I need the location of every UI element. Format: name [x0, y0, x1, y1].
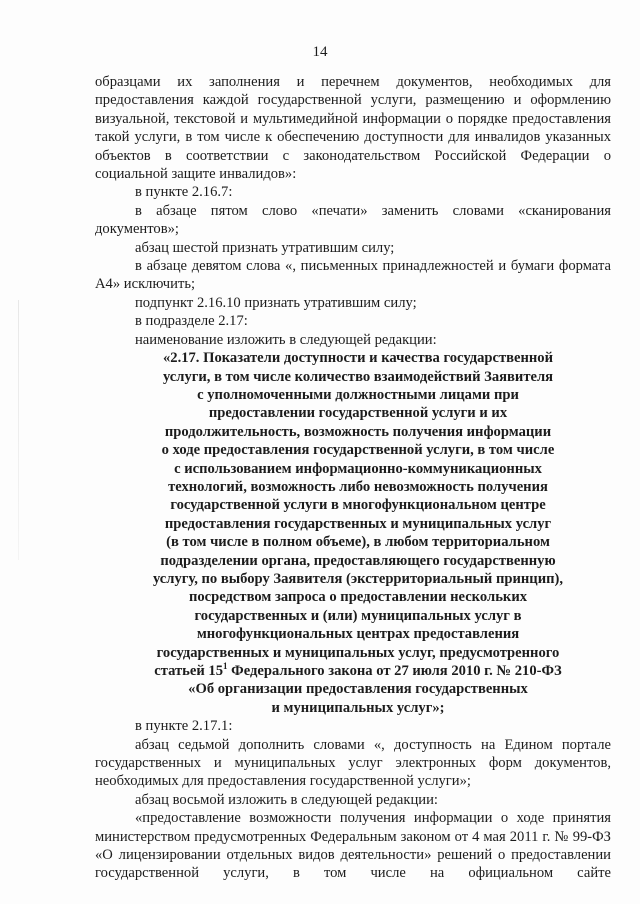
- page-number: 14: [312, 44, 328, 60]
- heading-line: с использованием информационно-коммуникационных: [174, 460, 542, 477]
- paragraph-subsection-2-17: в подразделе 2.17:: [135, 313, 248, 330]
- paragraph-abzac-9: в абзаце девятом слова «, письменных принадлежностей и бумаги формата А4» исключить;: [95, 258, 611, 293]
- document-body: [95, 73, 611, 883]
- paragraph-item-2-17-1: в пункте 2.17.1:: [135, 718, 233, 735]
- heading-line-part: Федерального закона от 27 июля 2010 г. № 210-ФЗ: [227, 663, 562, 679]
- heading-line: продолжительность, возможность получения информации: [164, 423, 552, 440]
- heading-line: услугу, по выбору Заявителя (экстерриториальный принцип),: [152, 570, 564, 587]
- heading-line: посредством запроса о предоставлении нескольких: [188, 589, 528, 606]
- paragraph-2-16-10: подпункт 2.16.10 признать утратившим силу;: [135, 294, 417, 311]
- paragraph-abzac-6: абзац шестой признать утратившим силу;: [135, 239, 395, 256]
- heading-line: «2.17. Показатели доступности и качества государственной: [162, 350, 554, 367]
- paragraph-abzac-7: абзац седьмой дополнить словами «, доступность на Едином портале государственных и муниципальных услуг электронных форм документов, необходимых для предоставления государственной услуги»;: [95, 736, 611, 790]
- superscript-index: 1: [223, 661, 228, 672]
- heading-line: подразделении органа, предоставляющего государственную: [160, 552, 556, 569]
- heading-line: многофункциональных центрах предоставления: [196, 626, 520, 643]
- heading-line: государственных и (или) муниципальных услуг в: [194, 607, 522, 624]
- paragraph-abzac-5: в абзаце пятом слово «печати» заменить словами «сканирования документов»;: [95, 202, 611, 238]
- heading-line: услуги, в том числе количество взаимодействий Заявителя: [162, 368, 554, 385]
- heading-line: о ходе предоставления государственной услуги, в том числе: [161, 442, 555, 459]
- heading-line-part: статьей 15: [154, 663, 224, 679]
- paragraph-item-2-16-7: в пункте 2.16.7:: [135, 184, 233, 201]
- heading-line: (в том числе в полном объеме), в любом территориальном: [166, 534, 550, 551]
- paragraph-abzac-8: абзац восьмой изложить в следующей редакции:: [135, 791, 438, 808]
- heading-line: технологий, возможность либо невозможность получения: [168, 478, 548, 495]
- paragraph-new-wording: «предоставление возможности получения информации о ходе принятия министерством предусмотренных Федеральным законом от 4 мая 2011 г. № 99-ФЗ «О лицензировании отдельных видов деятельности» решений о предоставлении государственной услуги, в том числе на официальном сайте: [95, 810, 611, 882]
- heading-line: предоставления государственных и муниципальных услуг: [164, 515, 552, 532]
- paragraph-title-change: наименование изложить в следующей редакции:: [135, 331, 437, 348]
- heading-line: с уполномоченными должностными лицами при: [197, 386, 519, 403]
- heading-line: и муниципальных услуг»;: [271, 699, 445, 716]
- paragraph-continuation: образцами их заполнения и перечнем документов, необходимых для предоставления каждой государственной услуги, размещению и оформлению визуальной, текстовой и мультимедийной информации о порядке предоставления такой услуги, в том числе к обеспечению доступности для инвалидов указанных объектов в соответствии с законодательством Российской Федерации о социальной защите инвалидов»:: [95, 74, 611, 183]
- heading-line: государственной услуги в многофункциональном центре: [170, 497, 546, 514]
- scan-edge-mark: [18, 300, 19, 560]
- heading-line: государственных и муниципальных услуг, предусмотренного: [156, 644, 560, 661]
- heading-line: «Об организации предоставления государственных: [188, 681, 528, 698]
- section-heading-2-17: [95, 349, 611, 717]
- heading-line: предоставлении государственной услуги и их: [208, 405, 508, 422]
- heading-line-law-reference: [105, 662, 611, 680]
